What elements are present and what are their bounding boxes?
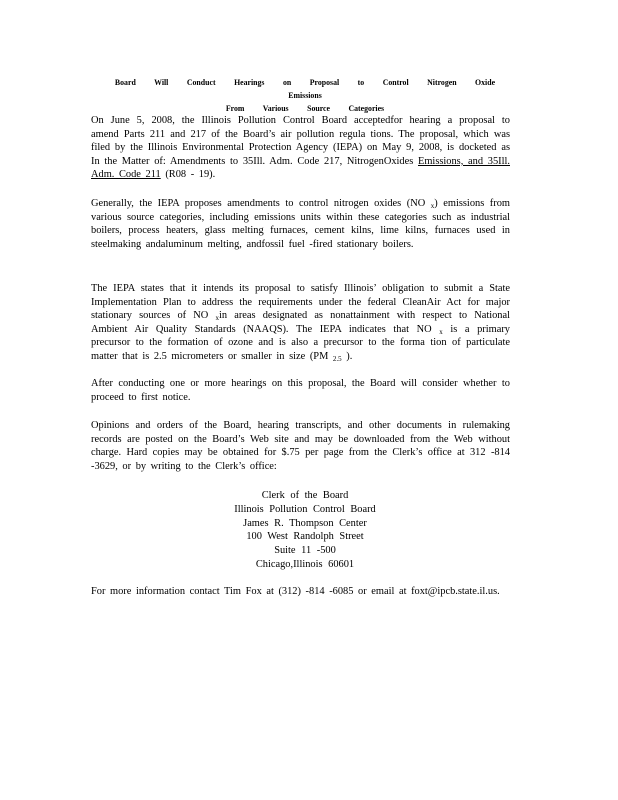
p3-text-a: The IEPA states that it intends its proposal to satisfy Illinois’ obligation to submit a State Implementation Plan to address the requirements under the federal CleanAir Act for major stationary sources of NO [91, 283, 510, 322]
paragraph-general [91, 197, 510, 251]
p3-text-d: ). [341, 350, 353, 362]
p2-subscript: x [430, 202, 435, 210]
p1-text-a: On June 5, 2008, the Illinois Pollution Control Board acceptedfor hearing a proposal to amend Parts 211 and 217 of the Board’s air pollution regula tions. The proposal, which was filed by the Illinois Environmental Protection Agency (IEPA) on May 9, 2008, is docketed as In the Matter of: Amendments to 35Ill. Adm. Code 217, NitrogenOxides [91, 115, 510, 167]
press-release-title [107, 76, 503, 115]
paragraph-next-steps: After conducting one or more hearings on this proposal, the Board will consider whether to proceed to first notice. [91, 378, 510, 403]
p2-text-a: Generally, the IEPA proposes amendments to control nitrogen oxides (NO [91, 198, 431, 209]
paragraph-announcement [91, 114, 510, 182]
p3-subscript-1: x [215, 314, 219, 323]
docket-title-underlined: Emissions, and 35Ill. Adm. Code 211 [91, 155, 510, 181]
p3-subscript-3: 2.5 [332, 354, 342, 363]
paragraph-contact: For more information contact Tim Fox at (312) -814 -6085 or email at foxt@ipcb.state.il.us. [91, 586, 500, 597]
clerk-address [200, 489, 410, 572]
p3-subscript-2: x [439, 327, 443, 336]
p2-text-b: ) emissions from various source categories, including emissions units within these categories such as industrial boilers, process heaters, glass melting furnaces, cement kilns, lime kilns, furnaces used in steelmaking andaluminum melting, andfossil fuel -fired stationary boilers. [91, 198, 510, 250]
title-line-2: From Various Source Categories [225, 103, 385, 113]
p3-text-b: in areas designated as nonattainment with respect to National Ambient Air Quality Standards (NAAQS). The IEPA indicates that NO [91, 310, 510, 335]
address-line-3: James R. Thompson Center [243, 517, 367, 529]
address-line-1: Clerk of the Board [261, 490, 349, 501]
address-line-2: Illinois Pollution Control Board [234, 503, 376, 515]
address-line-4: 100 West Randolph Street [246, 531, 364, 543]
paragraph-documents: Opinions and orders of the Board, hearing transcripts, and other documents in rulemaking records are posted on the Board’s Web site and may be downloaded from the Web without charge. Hard copies may be obtained for $.75 per page from the Clerk’s office at 312 -814 -3629, or by writing to the Clerk’s office: [91, 420, 510, 472]
p3-text-c: is a primary precursor to the formation of ozone and is also a precursor to the forma tion of particulate matter that is 2.5 micrometers or smaller in size (PM [91, 323, 510, 362]
address-line-5: Suite 11 -500 [274, 545, 336, 557]
paragraph-iepa-statement [91, 282, 510, 364]
p1-text-b: (R08 - 19). [160, 169, 216, 181]
title-line-1: Board Will Conduct Hearings on Proposal to Control Nitrogen Oxide Emissions [114, 77, 496, 100]
address-line-6: Chicago,Illinois 60601 [255, 558, 355, 570]
